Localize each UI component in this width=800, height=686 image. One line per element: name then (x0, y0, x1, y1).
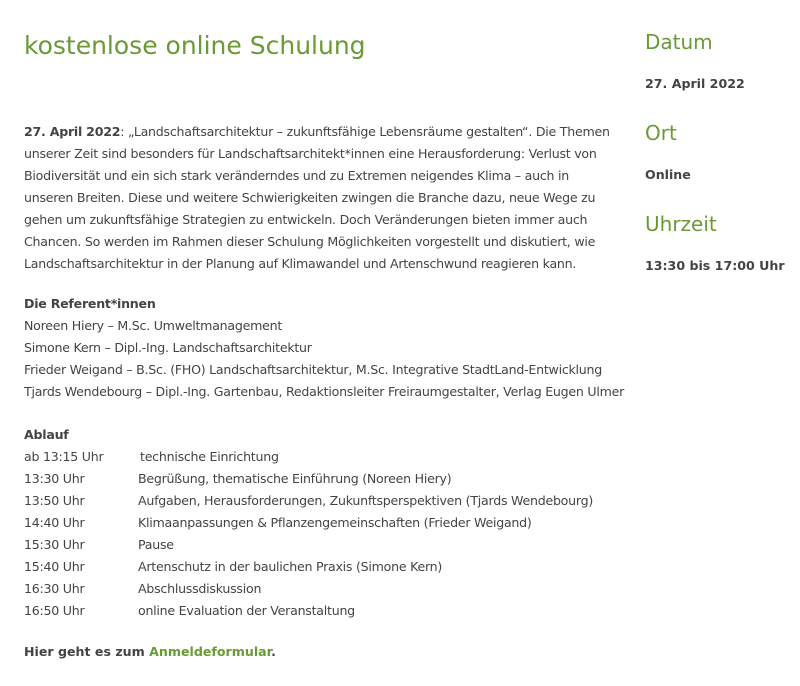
time-value: 13:30 bis 17:00 Uhr (645, 258, 785, 273)
schedule-topic: Aufgaben, Herausforderungen, Zukunftsperspektiven (Tjards Wendebourg) (138, 493, 593, 508)
speaker-item: Tjards Wendebourg – Dipl.-Ing. Gartenbau, Redaktionsleiter Freiraumgestalter, Verlag Eugen Ulmer (24, 384, 625, 399)
schedule-row (24, 578, 593, 600)
speakers-heading: Die Referent*innen (24, 296, 156, 311)
intro-date: 27. April 2022 (24, 124, 121, 139)
schedule-row (24, 468, 593, 490)
intro-text: : „Landschaftsarchitektur – zukunftsfähige Lebensräume gestalten“. Die Themen unserer Zeit sind besonders für Landschaftsarchitekt*innen eine Herausforderung: Verlust von Biodiversität und ein sich stark veränderndes und zu Extremen neigendes Klima – auch in unseren Breiten. Diese und weitere Schwierigkeiten zwingen die Branche dazu, neue Wege zu gehen um zukunftsfähige Strategien zu entwickeln. Doch Veränderungen bieten immer auch Chancen. So werden im Rahmen dieser Schulung Möglichkeiten vorgestellt und diskutiert, wie Landschaftsarchitektur in der Planung auf Klimawandel und Artenschwund reagieren kann. (24, 124, 610, 271)
cta-suffix: . (271, 644, 276, 659)
schedule-section (24, 424, 593, 622)
schedule-time: 16:30 Uhr (24, 581, 85, 596)
schedule-row (24, 490, 593, 512)
schedule-time: 13:50 Uhr (24, 493, 85, 508)
speakers-section (24, 293, 624, 403)
schedule-topic: Klimaanpassungen & Pflanzengemeinschaften (Frieder Weigand) (138, 515, 532, 530)
schedule-row (24, 446, 593, 468)
schedule-time: 13:30 Uhr (24, 471, 85, 486)
date-value: 27. April 2022 (645, 76, 745, 91)
time-label: Uhrzeit (645, 212, 717, 236)
cta-prefix: Hier geht es zum (24, 644, 150, 659)
speaker-item: Noreen Hiery – M.Sc. Umweltmanagement (24, 318, 283, 333)
schedule-topic: Abschlussdiskussion (138, 581, 262, 596)
schedule-time: 15:30 Uhr (24, 537, 85, 552)
intro-paragraph (24, 121, 614, 275)
schedule-row (24, 534, 593, 556)
place-label: Ort (645, 121, 677, 145)
schedule-topic: Begrüßung, thematische Einführung (Noreen Hiery) (138, 471, 452, 486)
schedule-row (24, 600, 593, 622)
schedule-topic: online Evaluation der Veranstaltung (138, 603, 355, 618)
schedule-row (24, 556, 593, 578)
schedule-row (24, 512, 593, 534)
schedule-topic: Pause (138, 537, 174, 552)
place-value: Online (645, 167, 691, 182)
date-label: Datum (645, 30, 713, 54)
speaker-item: Simone Kern – Dipl.-Ing. Landschaftsarchitektur (24, 340, 312, 355)
page-title: kostenlose online Schulung (24, 31, 366, 60)
speaker-item: Frieder Weigand – B.Sc. (FHO) Landschaftsarchitektur, M.Sc. Integrative StadtLand-Entwicklung (24, 362, 603, 377)
schedule-topic: technische Einrichtung (140, 449, 279, 464)
schedule-heading: Ablauf (24, 427, 69, 442)
registration-form-link[interactable]: Anmeldeformular (149, 644, 272, 659)
schedule-time: 16:50 Uhr (24, 603, 85, 618)
schedule-time: ab 13:15 Uhr (24, 449, 104, 464)
schedule-time: 15:40 Uhr (24, 559, 85, 574)
registration-cta (24, 641, 276, 663)
schedule-topic: Artenschutz in der baulichen Praxis (Simone Kern) (138, 559, 443, 574)
schedule-time: 14:40 Uhr (24, 515, 85, 530)
